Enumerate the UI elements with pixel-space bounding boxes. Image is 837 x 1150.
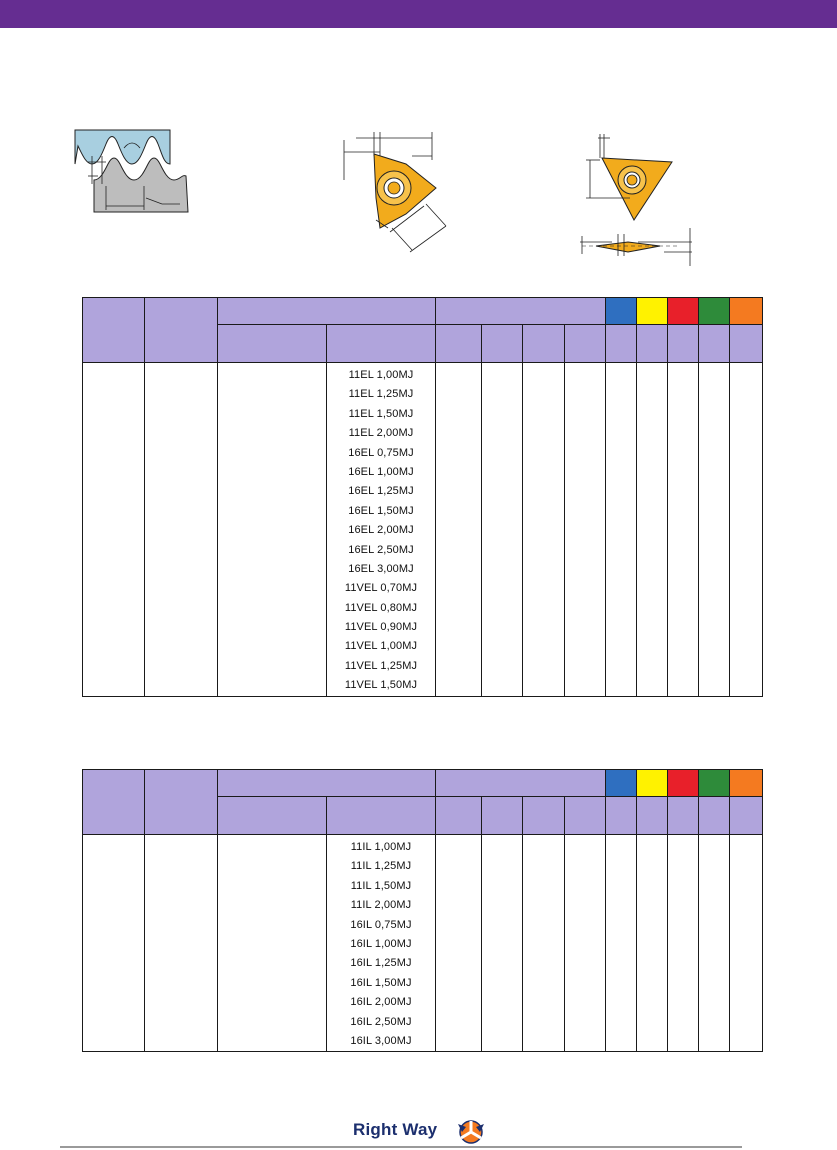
- insert-code: 16IL 1,00MJ: [350, 937, 412, 950]
- table-body-row: [83, 363, 763, 697]
- header-cell: [436, 298, 606, 325]
- header-cell: [699, 797, 730, 835]
- body-cell: [436, 835, 482, 1052]
- header-cell: [83, 298, 145, 363]
- header-cell: [83, 770, 145, 835]
- insert-code: 11IL 1,00MJ: [350, 841, 412, 853]
- header-cell: [482, 325, 523, 363]
- material-swatch-blue: [606, 298, 637, 325]
- insert-code: 11VEL 0,90MJ: [344, 621, 418, 634]
- material-swatch-blue: [606, 770, 637, 797]
- header-cell: [145, 770, 218, 835]
- header-row-1: [83, 770, 763, 797]
- material-swatch-green: [699, 770, 730, 797]
- insert-code: 16EL 1,00MJ: [348, 465, 414, 478]
- material-swatch-yellow: [637, 298, 668, 325]
- insert-code: 16IL 1,50MJ: [350, 976, 412, 989]
- header-cell: [482, 797, 523, 835]
- header-bar: [0, 0, 837, 28]
- insert-code: 11VEL 0,80MJ: [344, 601, 418, 614]
- body-cell: [482, 835, 523, 1052]
- body-cell: [606, 363, 637, 697]
- code-column: [327, 835, 436, 1052]
- header-cell: [218, 298, 436, 325]
- body-cell: [482, 363, 523, 697]
- code-list: [327, 835, 435, 1051]
- brand-logo-icon: [456, 1118, 486, 1146]
- internal-inserts-table: [82, 769, 763, 1052]
- insert-code: 16EL 1,50MJ: [348, 504, 414, 517]
- body-cell: [83, 835, 145, 1052]
- thread-profile-diagram: [72, 126, 194, 216]
- insert-code: 11VEL 1,00MJ: [344, 640, 418, 653]
- body-cell: [523, 835, 565, 1052]
- material-swatch-orange: [730, 298, 763, 325]
- body-cell: [730, 835, 763, 1052]
- body-cell: [637, 363, 668, 697]
- insert-code: 11VEL 1,50MJ: [344, 679, 418, 692]
- insert-code: 16EL 1,25MJ: [348, 485, 414, 498]
- material-swatch-red: [668, 770, 699, 797]
- insert-code: 16EL 2,00MJ: [348, 524, 414, 537]
- insert-code: 16EL 3,00MJ: [348, 562, 414, 575]
- insert-code: 16IL 0,75MJ: [350, 918, 412, 931]
- body-cell: [699, 363, 730, 697]
- header-cell: [218, 770, 436, 797]
- material-swatch-orange: [730, 770, 763, 797]
- header-row-1: [83, 298, 763, 325]
- header-cell: [606, 325, 637, 363]
- external-inserts-table: [82, 297, 763, 697]
- insert-code: 11EL 1,50MJ: [348, 407, 414, 420]
- header-cell: [699, 325, 730, 363]
- body-cell: [606, 835, 637, 1052]
- internal-insert-diagram: [578, 130, 698, 268]
- insert-code: 11EL 2,00MJ: [348, 427, 414, 440]
- insert-code: 16EL 0,75MJ: [348, 446, 414, 459]
- body-cell: [668, 835, 699, 1052]
- header-cell: [523, 325, 565, 363]
- header-cell: [637, 325, 668, 363]
- code-column: [327, 363, 436, 697]
- header-cell: [565, 797, 606, 835]
- insert-code: 11EL 1,25MJ: [348, 388, 414, 401]
- header-cell: [327, 797, 436, 835]
- insert-code: 11VEL 0,70MJ: [344, 582, 418, 595]
- material-swatch-red: [668, 298, 699, 325]
- header-cell: [606, 797, 637, 835]
- body-cell: [668, 363, 699, 697]
- header-cell: [218, 797, 327, 835]
- insert-code: 16IL 2,00MJ: [350, 996, 412, 1009]
- body-cell: [730, 363, 763, 697]
- material-swatch-yellow: [637, 770, 668, 797]
- header-cell: [436, 325, 482, 363]
- header-cell: [730, 797, 763, 835]
- body-cell: [565, 363, 606, 697]
- body-cell: [218, 835, 327, 1052]
- insert-code: 11VEL 1,25MJ: [344, 659, 418, 672]
- footer-divider: [60, 1146, 742, 1148]
- insert-code: 16IL 3,00MJ: [350, 1034, 412, 1047]
- insert-code: 11EL 1,00MJ: [348, 369, 414, 381]
- insert-code: 11IL 2,00MJ: [350, 899, 412, 912]
- header-cell: [145, 298, 218, 363]
- external-insert-diagram: [336, 128, 460, 262]
- header-cell: [327, 325, 436, 363]
- header-cell: [668, 797, 699, 835]
- header-cell: [565, 325, 606, 363]
- header-cell: [436, 797, 482, 835]
- insert-code: 16IL 2,50MJ: [350, 1015, 412, 1028]
- header-cell: [730, 325, 763, 363]
- body-cell: [436, 363, 482, 697]
- material-swatch-green: [699, 298, 730, 325]
- insert-code: 11IL 1,25MJ: [350, 860, 412, 873]
- table-body-row: [83, 835, 763, 1052]
- code-list: [327, 363, 435, 696]
- body-cell: [83, 363, 145, 697]
- body-cell: [523, 363, 565, 697]
- body-cell: [218, 363, 327, 697]
- brand-name: Right Way: [353, 1120, 438, 1139]
- insert-code: 16IL 1,25MJ: [350, 957, 412, 970]
- header-cell: [436, 770, 606, 797]
- header-cell: [637, 797, 668, 835]
- body-cell: [145, 835, 218, 1052]
- insert-code: 11IL 1,50MJ: [350, 879, 412, 892]
- body-cell: [699, 835, 730, 1052]
- body-cell: [145, 363, 218, 697]
- body-cell: [637, 835, 668, 1052]
- body-cell: [565, 835, 606, 1052]
- header-cell: [668, 325, 699, 363]
- header-cell: [523, 797, 565, 835]
- insert-code: 16EL 2,50MJ: [348, 543, 414, 556]
- header-cell: [218, 325, 327, 363]
